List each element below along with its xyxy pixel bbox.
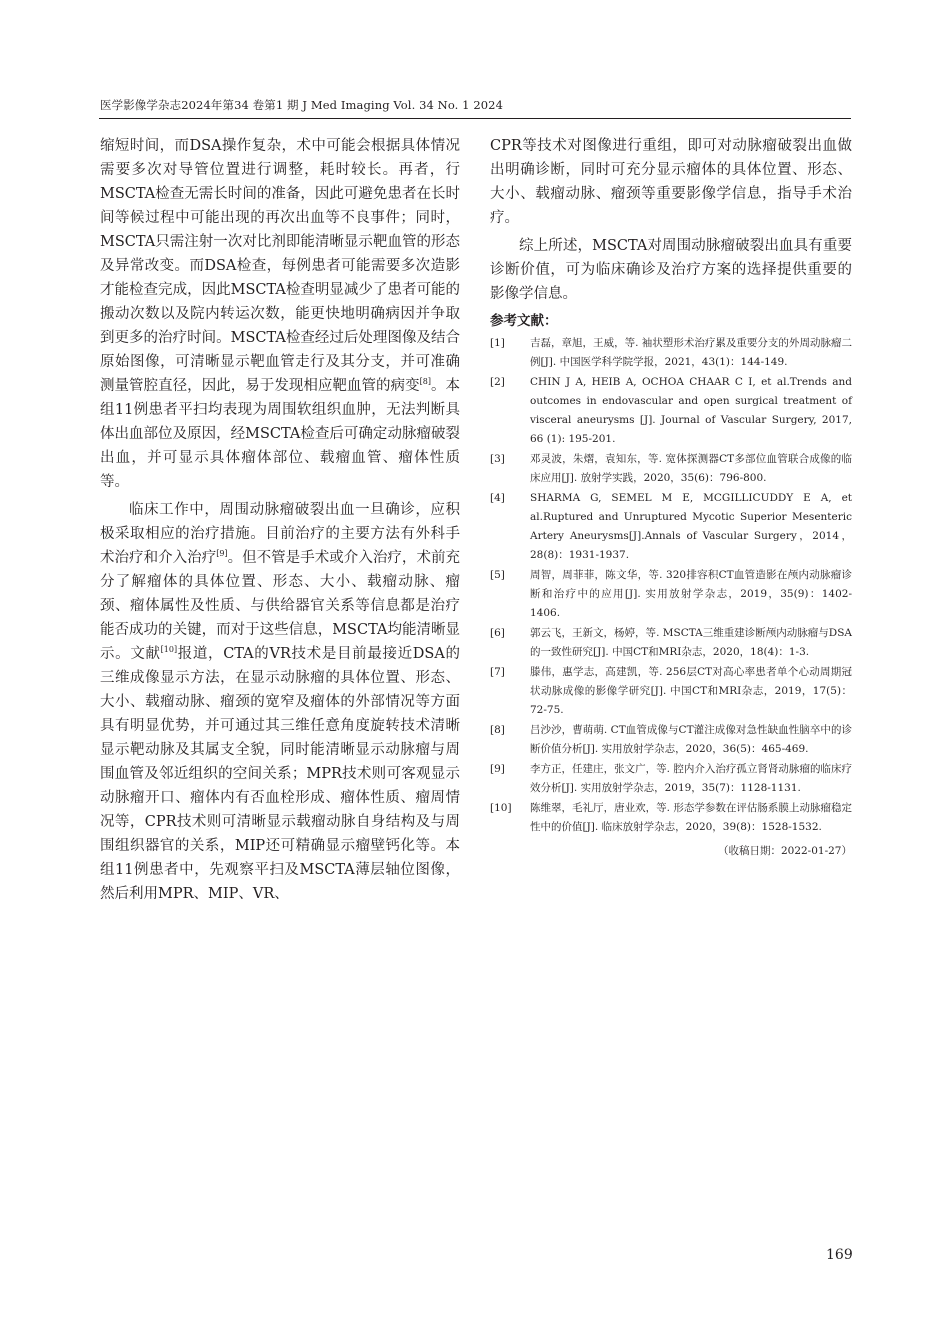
page-number: 169 — [826, 1247, 853, 1263]
reference-number: [2] — [490, 376, 505, 388]
reference-item — [490, 566, 852, 623]
left-paragraph-1 — [100, 134, 460, 494]
reference-item — [490, 624, 852, 662]
reference-number: [6] — [490, 627, 505, 639]
reference-item — [490, 721, 852, 759]
right-column — [490, 134, 852, 861]
left-column — [100, 134, 460, 906]
reference-text: 李方正，任建庄，张文广，等. 腔内介入治疗孤立肾肾动脉瘤的临床疗效分析[J]. 实用放射学杂志，2019，35(7)：1128-1131. — [530, 763, 852, 794]
reference-text: 郭云飞，王新文，杨婷，等. MSCTA三维重建诊断颅内动脉瘤与DSA的一致性研究[J]. 中国CT和MRI杂志，2020，18(4)：1-3. — [530, 627, 852, 658]
reference-number: [10] — [490, 802, 512, 814]
reference-number: [3] — [490, 453, 505, 465]
reference-number: [9] — [490, 763, 505, 775]
header-rule — [99, 118, 851, 119]
reference-text: 滕伟，惠学志，高建凯，等. 256层CT对高心率患者单个心动周期冠状动脉成像的影像学研究[J]. 中国CT和MRI杂志，2019，17(5)：72-75. — [530, 666, 852, 716]
reference-text: 邓灵波，朱熠，袁知东，等. 宽体探测器CT多部位血管联合成像的临床应用[J]. 放射学实践，2020，35(6)：796-800. — [530, 453, 852, 484]
right-paragraph-2: 综上所述，MSCTA对周围动脉瘤破裂出血具有重要诊断价值，可为临床确诊及治疗方案的选择提供重要的影像学信息。 — [490, 238, 852, 302]
reference-text: 吕沙沙，曹萌萌. CT血管成像与CT灌注成像对急性缺血性脑卒中的诊断价值分析[J]. 实用放射学杂志，2020，36(5)：465-469. — [530, 724, 852, 755]
reference-item — [490, 760, 852, 798]
text-run: 缩短时间，而DSA操作复杂，术中可能会根据具体情况需要多次对导管位置进行调整，耗时较长。再者，行MSCTA检查无需长时间的准备，因此可避免患者在长时间等候过程中可能出现的再次出血等不良事件；同时，MSCTA只需注射一次对比剂即能清晰显示靶血管的形态及异常改变。而DSA检查，每例患者可能需要多次造影才能检查完成，因此MSCTA检查明显减少了患者可能的搬动次数以及院内转运次数，能更快地明确病因并争取到更多的治疗时间。MSCTA检查经过后处理图像及结合原始图像，可清晰显示靶血管走行及其分支，并可准确测量管腔直径，因此，易于发现相应靶血管的病变 — [100, 138, 460, 394]
reference-item — [490, 799, 852, 837]
references-heading: 参考文献： — [490, 313, 558, 329]
text-run: 报道，CTA的VR技术是目前最接近DSA的三维成像显示方法，在显示动脉瘤的具体位置、形态、大小、载瘤动脉、瘤颈的宽窄及瘤体的外部情况等方面具有明显优势，并可通过其三维任意角度旋转技术清晰显示靶动脉及其属支全貌，同时能清晰显示动脉瘤与周围血管及邻近组织的空间关系；MPR技术则可客观显示动脉瘤开口、瘤体内有否血栓形成、瘤体性质、瘤周情况等，CPR技术则可清晰显示载瘤动脉自身结构及与周围组织器官的关系，MIP还可精确显示瘤壁钙化等。本组11例患者中，先观察平扫及MSCTA薄层轴位图像，然后利用MPR、MIP、VR、 — [100, 646, 460, 902]
reference-text: 陈维翠，毛礼厅，唐业欢，等. 形态学参数在评估肠系膜上动脉瘤稳定性中的价值[J]. 临床放射学杂志，2020，39(8)：1528-1532. — [530, 802, 852, 833]
received-date: （收稿日期：2022-01-27） — [717, 845, 852, 857]
reference-item — [490, 334, 852, 372]
reference-text: SHARMA G, SEMEL M E, MCGILLICUDDY E A, et al.Ruptured and Unruptured Mycotic Superior Mesenteric Artery Aneurysms[J].Annals of Vascular Surgery，2014，28(8)：1931-1937. — [530, 492, 852, 561]
left-paragraph-2 — [100, 498, 460, 906]
reference-number: [5] — [490, 569, 505, 581]
reference-item — [490, 663, 852, 720]
reference-number: [8] — [490, 724, 505, 736]
text-run: 临床工作中，周围动脉瘤破裂出血一旦确诊，应积极采取相应的治疗措施。目前治疗的主要方法有外科手术治疗和介入治疗 — [100, 502, 460, 566]
reference-number: [1] — [490, 337, 505, 349]
reference-number: [4] — [490, 492, 505, 504]
reference-text: 周智，周菲菲，陈文华，等. 320排容积CT血管造影在颅内动脉瘤诊断和治疗中的应用[J]. 实用放射学杂志，2019，35(9)：1402-1406. — [530, 569, 852, 619]
citation: [8] — [419, 377, 431, 387]
reference-item — [490, 373, 852, 449]
reference-number: [7] — [490, 666, 505, 678]
right-paragraph-1: CPR等技术对图像进行重组，即可对动脉瘤破裂出血做出明确诊断，同时可充分显示瘤体的具体位置、形态、大小、载瘤动脉、瘤颈等重要影像学信息，指导手术治疗。 — [490, 138, 852, 226]
citation: [9] — [216, 549, 228, 559]
running-head: 医学影像学杂志2024年第34 卷第1 期 J Med Imaging Vol. 34 No. 1 2024 — [100, 98, 503, 112]
reference-text: 吉磊，章旭，王威，等. 袖状塑形术治疗累及重要分支的外周动脉瘤二例[J]. 中国医学科学院学报，2021，43(1)：144-149. — [530, 337, 852, 368]
citation: [10] — [160, 645, 178, 655]
text-run: 。本组11例患者平扫均表现为周围软组织血肿，无法判断具体出血部位及原因，经MSCTA检查后可确定动脉瘤破裂出血，并可显示具体瘤体部位、载瘤血管、瘤体性质等。 — [100, 378, 461, 490]
reference-text: CHIN J A, HEIB A, OCHOA CHAAR C I, et al.Trends and outcomes in endovascular and open surgical treatment of visceral aneurysms [J]. Journal of Vascular Surgery, 2017, 66 (1): 195-201. — [530, 376, 852, 445]
reference-list — [490, 334, 852, 837]
reference-item — [490, 489, 852, 565]
text-run: 。但不管是手术或介入治疗，术前充分了解瘤体的具体位置、形态、大小、载瘤动脉、瘤颈、瘤体属性及性质、与供给器官关系等信息都是治疗能否成功的关键，而对于这些信息，MSCTA均能清晰显示。文献 — [100, 550, 460, 662]
reference-item — [490, 450, 852, 488]
